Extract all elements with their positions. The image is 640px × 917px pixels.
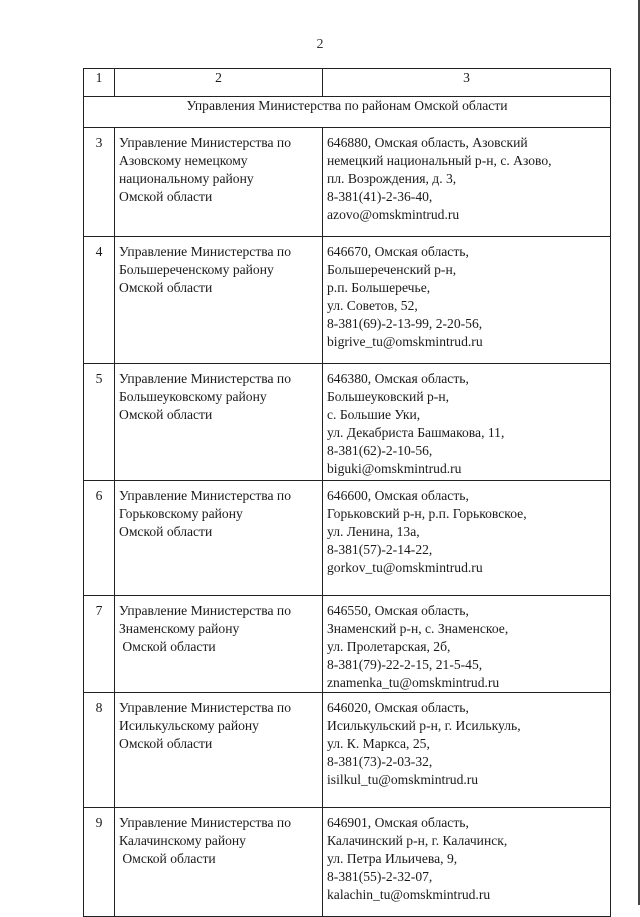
- table-row: [84, 128, 611, 237]
- email-line: kalachin_tu@omskmintrud.ru: [327, 887, 491, 902]
- address-line: р.п. Большеречье,: [327, 280, 431, 295]
- address-line: Горьковский р-н, р.п. Горьковское,: [327, 506, 527, 521]
- office-name-line: Омской области: [119, 189, 213, 204]
- table-row: [84, 808, 611, 917]
- email-line: isilkul_tu@omskmintrud.ru: [327, 772, 479, 787]
- header-col-2: 2: [115, 69, 323, 97]
- office-name-line: Большеуковскому району: [119, 389, 267, 404]
- office-name-line: Калачинскому району: [119, 833, 246, 848]
- office-name-line: Управление Министерства по: [119, 815, 292, 830]
- page-number: 2: [316, 37, 324, 52]
- office-name-line: Омской области: [119, 851, 216, 866]
- address-line: ул. Декабриста Башмакова, 11,: [327, 425, 505, 440]
- offices-table: [83, 68, 611, 917]
- header-col-3: 3: [323, 69, 611, 97]
- email-line: biguki@omskmintrud.ru: [327, 461, 462, 476]
- office-name: [115, 237, 323, 364]
- row-number: 5: [84, 364, 115, 481]
- header-col-1: 1: [84, 69, 115, 97]
- address-line: 646901, Омская область,: [327, 815, 469, 830]
- office-name-line: Горьковскому району: [119, 506, 243, 521]
- office-name-line: Управление Министерства по: [119, 135, 292, 150]
- section-row: [84, 97, 611, 128]
- office-address: [323, 596, 611, 693]
- address-line: пл. Возрождения, д. 3,: [327, 171, 457, 186]
- email-line: gorkov_tu@omskmintrud.ru: [327, 560, 483, 575]
- row-number: 4: [84, 237, 115, 364]
- office-name: [115, 364, 323, 481]
- office-address: [323, 128, 611, 237]
- address-line: ул. Советов, 52,: [327, 298, 418, 313]
- phone-line: 8-381(41)-2-36-40,: [327, 189, 433, 204]
- row-number: 9: [84, 808, 115, 917]
- address-line: ул. Ленина, 13а,: [327, 524, 420, 539]
- office-name-line: Омской области: [119, 407, 213, 422]
- address-line: ул. Петра Ильичева, 9,: [327, 851, 458, 866]
- office-name: [115, 693, 323, 808]
- office-name: [115, 808, 323, 917]
- office-name: [115, 596, 323, 693]
- office-name-line: Исилькульскому району: [119, 718, 259, 733]
- office-name-line: Омской области: [119, 736, 213, 751]
- address-line: ул. Пролетарская, 2б,: [327, 639, 451, 654]
- row-number: 8: [84, 693, 115, 808]
- address-line: Большереченский р-н,: [327, 262, 457, 277]
- office-address: [323, 693, 611, 808]
- table-row: [84, 481, 611, 596]
- table-row: [84, 693, 611, 808]
- address-line: Калачинский р-н, г. Калачинск,: [327, 833, 508, 848]
- address-line: 646600, Омская область,: [327, 488, 469, 503]
- table-row: [84, 596, 611, 693]
- address-line: 646380, Омская область,: [327, 371, 469, 386]
- table-header-row: [84, 69, 611, 97]
- office-name: [115, 481, 323, 596]
- office-name-line: национальному району: [119, 171, 254, 186]
- office-name-line: Азовскому немецкому: [119, 153, 248, 168]
- phone-line: 8-381(79)-22-2-15, 21-5-45,: [327, 657, 483, 672]
- office-address: [323, 237, 611, 364]
- address-line: Исилькульский р-н, г. Исилькуль,: [327, 718, 521, 733]
- phone-line: 8-381(57)-2-14-22,: [327, 542, 433, 557]
- phone-line: 8-381(62)-2-10-56,: [327, 443, 433, 458]
- phone-line: 8-381(73)-2-03-32,: [327, 754, 433, 769]
- email-line: bigrive_tu@omskmintrud.ru: [327, 334, 483, 349]
- office-name-line: Управление Министерства по: [119, 371, 292, 386]
- phone-line: 8-381(69)-2-13-99, 2-20-56,: [327, 316, 483, 331]
- office-name-line: Знаменскому району: [119, 621, 240, 636]
- office-name-line: Управление Министерства по: [119, 700, 292, 715]
- office-address: [323, 808, 611, 917]
- table-row: [84, 237, 611, 364]
- address-line: 646880, Омская область, Азовский: [327, 135, 528, 150]
- office-name-line: Управление Министерства по: [119, 244, 292, 259]
- address-line: немецкий национальный р-н, с. Азово,: [327, 153, 552, 168]
- office-address: [323, 364, 611, 481]
- office-name: [115, 128, 323, 237]
- address-line: 646670, Омская область,: [327, 244, 469, 259]
- row-number: 3: [84, 128, 115, 237]
- office-name-line: Большереченскому району: [119, 262, 274, 277]
- office-name-line: Управление Министерства по: [119, 603, 292, 618]
- phone-line: 8-381(55)-2-32-07,: [327, 869, 433, 884]
- section-title: Управления Министерства по районам Омской области: [84, 97, 611, 128]
- office-name-line: Омской области: [119, 524, 213, 539]
- address-line: Большеуковский р-н,: [327, 389, 449, 404]
- office-name-line: Омской области: [119, 280, 213, 295]
- address-line: 646550, Омская область,: [327, 603, 469, 618]
- address-line: 646020, Омская область,: [327, 700, 469, 715]
- address-line: с. Большие Уки,: [327, 407, 421, 422]
- office-name-line: Омской области: [119, 639, 216, 654]
- email-line: azovo@omskmintrud.ru: [327, 207, 460, 222]
- office-address: [323, 481, 611, 596]
- office-name-line: Управление Министерства по: [119, 488, 292, 503]
- row-number: 6: [84, 481, 115, 596]
- email-line: znamenka_tu@omskmintrud.ru: [327, 675, 500, 690]
- address-line: ул. К. Маркса, 25,: [327, 736, 430, 751]
- row-number: 7: [84, 596, 115, 693]
- address-line: Знаменский р-н, с. Знаменское,: [327, 621, 509, 636]
- table-row: [84, 364, 611, 481]
